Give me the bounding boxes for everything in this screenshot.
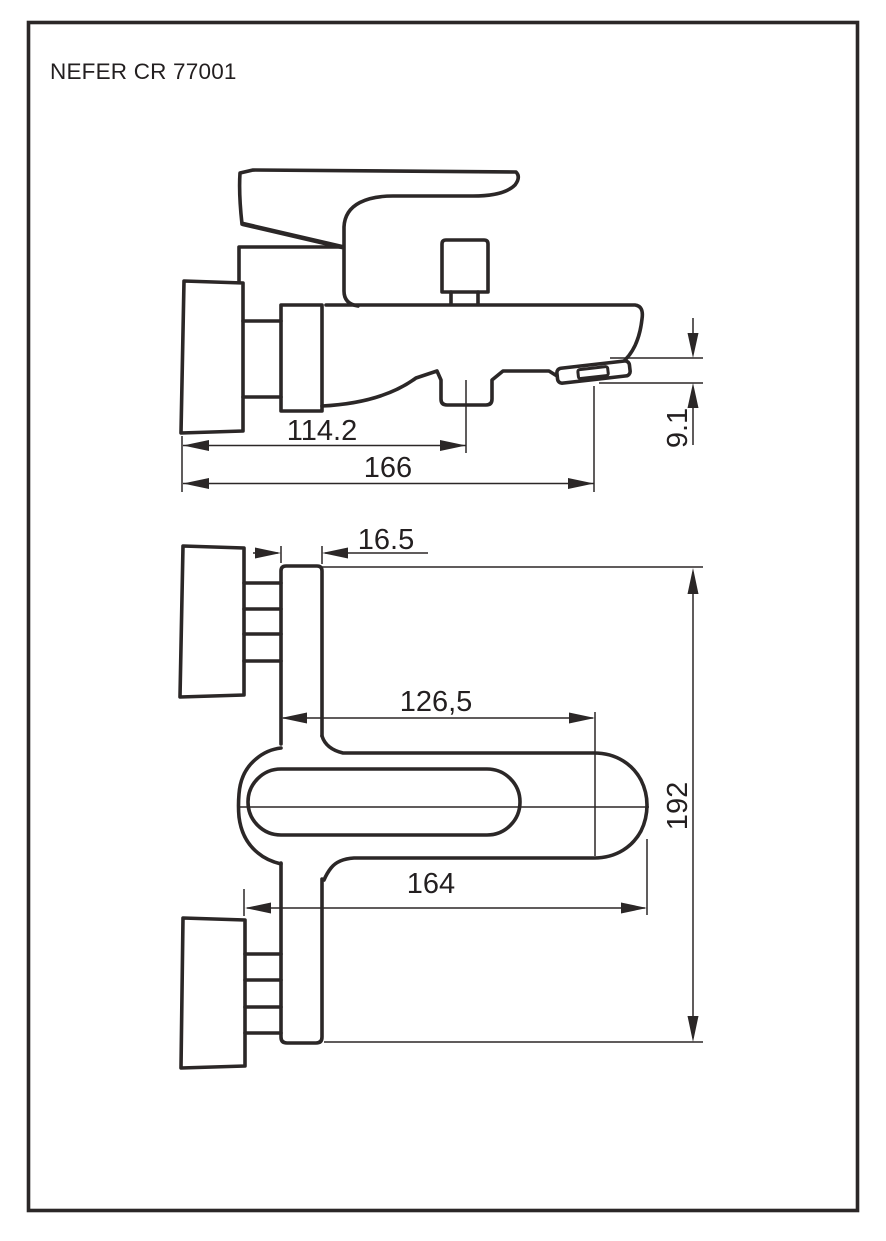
page-frame [29, 23, 858, 1211]
drawing-title: NEFER CR 77001 [50, 59, 237, 84]
arrow-114-left [183, 440, 209, 451]
eccentric-union-side [243, 321, 281, 397]
side-view-labels [287, 408, 694, 484]
union-ribs-lower [245, 954, 281, 1033]
body-capsule-outline [322, 736, 647, 880]
aerator-outer [556, 360, 630, 383]
dim-label-114: 114.2 [286, 415, 358, 447]
dim-label-126: 126,5 [399, 686, 473, 718]
aerator-inner [578, 366, 609, 378]
arrow-16-right [322, 548, 348, 559]
wall-plate-lower [181, 918, 245, 1068]
arrow-164-right [621, 903, 647, 914]
ext-lines-16 [281, 546, 322, 564]
cartridge-tower [239, 247, 343, 282]
body-spout-top [326, 305, 642, 360]
arrow-114-right [440, 440, 466, 451]
dim-label-166: 166 [363, 452, 413, 484]
arrow-192-up [688, 568, 699, 594]
arrow-166-right [568, 478, 594, 489]
dim-label-9: 9.1 [662, 407, 694, 449]
top-view-arrowheads [245, 548, 699, 1043]
arrow-9-down [688, 333, 699, 358]
arrow-166-left [183, 478, 209, 489]
handle-pad-top [248, 769, 520, 835]
dim-label-16: 16.5 [357, 524, 415, 556]
arrow-126-right [569, 713, 595, 724]
body-spout-underside [322, 371, 557, 406]
frame-border [29, 23, 858, 1211]
arrow-164-left [245, 903, 271, 914]
dim-label-164: 164 [406, 868, 456, 900]
arrow-192-down [688, 1016, 699, 1042]
dim-label-192: 192 [662, 781, 694, 831]
top-view-dimensions [238, 546, 703, 1042]
inlet-pipe-lower [281, 863, 322, 1043]
wall-plate-side [181, 281, 243, 433]
arrow-9-up [688, 383, 699, 408]
union-ribs-upper [244, 583, 281, 661]
wall-plate-upper [180, 546, 244, 697]
handle-pivot-edge [243, 224, 342, 247]
side-view-arrowheads [183, 333, 699, 489]
body-capsule-left-bulge [239, 748, 282, 864]
arrow-126-left [281, 713, 307, 724]
diverter-knob [442, 240, 488, 292]
side-view [181, 170, 642, 433]
handle-lever [240, 170, 519, 306]
top-view-labels [358, 524, 694, 900]
union-nut-side [281, 305, 322, 411]
arrow-16-left [255, 548, 281, 559]
